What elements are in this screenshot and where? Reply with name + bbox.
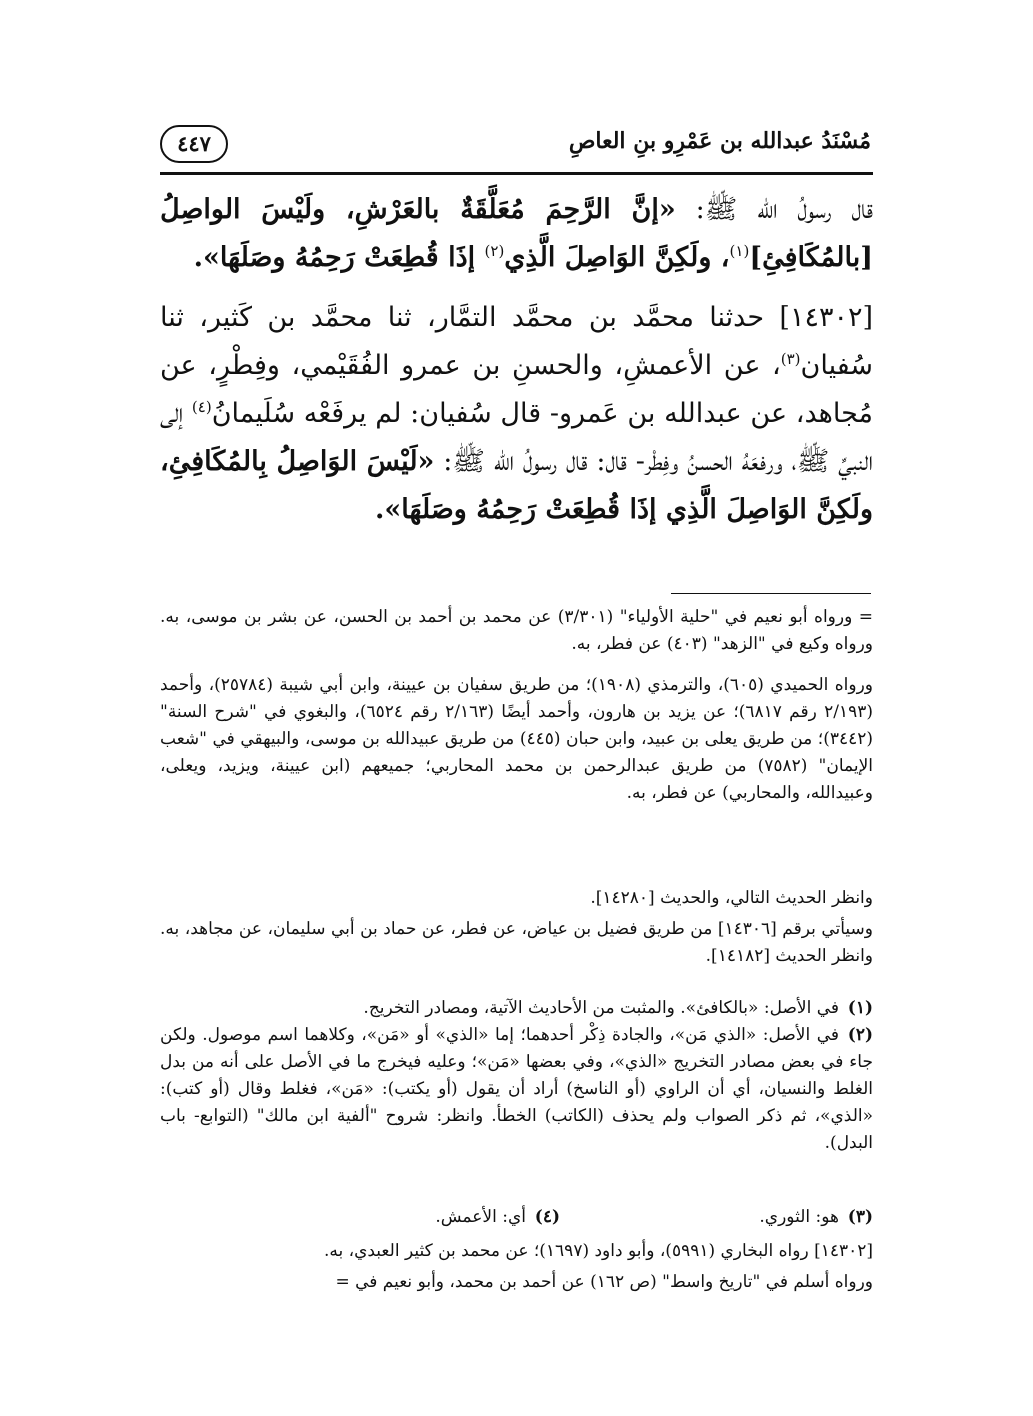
footnote-marker: (٢) (847, 1025, 873, 1045)
footnote-ref-1[interactable]: (١) (729, 242, 750, 260)
hadith-paragraph-2 (160, 294, 873, 534)
footnote-text: أي: الأعمش. (435, 1207, 526, 1227)
isnad-part-a: [١٤٣٠٢] حدثنا محمَّد بن محمَّد التمَّار، ثنا محمَّد بن كَثير، ثنا سُفيان (160, 302, 873, 381)
hadith-quote-part-c: إذَا قُطِعَتْ رَحِمُهُ وصَلَهَا». (193, 242, 485, 273)
takhrij-14302-line-2: ورواه أسلم في "تاريخ واسط" (ص ١٦٢) عن أحمد بن محمد، وأبو نعيم في = (335, 1272, 873, 1292)
footnote-text: هو: الثوري. (759, 1207, 839, 1227)
isnad-part-c: إلى النبيِّ ﷺ، ورفعَهُ الحسنُ وفِطْر- قال: قال رسولُ الله ﷺ: (160, 398, 873, 477)
hadith-quote-part-b: ، ولَكِنَّ الوَاصِلَ الَّذِي (504, 242, 730, 273)
footnote-continuation-1: = ورواه أبو نعيم في "حلية الأولياء" (٣/٣٠١) عن محمد بن أحمد بن الحسن، عن بشر بن موسى، به. ورواه وكيع في "الزهد" (٤٠٣) عن فطر، به. (160, 607, 873, 654)
isnad-part-b: ، عن الأعمشِ، والحسنِ بن عمرو الفُقَيْمي، وفِطْرٍ، عن مُجاهد، عن عبدالله بن عَمرو- قال سُفيان: لم يرفَعْه سُلَيمانُ (160, 350, 873, 429)
takhrij-14302-line-1: [١٤٣٠٢] رواه البخاري (٥٩٩١)، وأبو داود (١٦٩٧)؛ عن محمد بن كثير العبدي، به. (323, 1241, 873, 1261)
narration-intro: قال رسولُ الله ﷺ: (675, 194, 874, 225)
footnote-1 (160, 995, 873, 1022)
footnote-ref-2[interactable]: (٢) (484, 242, 505, 260)
footnote-marker: (٣) (847, 1207, 873, 1227)
hadith-quote-part-a: «إنَّ الرَّحِمَ مُعَلَّقَةٌ بالعَرْشِ، ولَيْسَ الواصِلُ [بالمُكَافِئِ] (160, 194, 873, 273)
footnote-text: في الأصل: «الذي مَن»، والجادة ذِكْر أحدهما؛ إما «الذي» أو «مَن»، وكلاهما اسم موصول. ولكن جاء في بعض مصادر التخريج «الذي»، وفي بعضها «مَن»؛ وعليه فيخرج ما في الأصل على أنه من بدل الغلط والنسيان، أي أن الراوي (أو الناسخ) أراد أن يقول (أو يكتب): «مَن»، فغلط وقال (أو كتب): «الذي»، ثم ذكر الصواب ولم يحذف (الكاتب) الخطأ. وانظر: شروح "ألفية ابن مالك" (التوابع- باب البدل). (160, 1025, 873, 1153)
footnote-continuation-2: ورواه الحميدي (٦٠٥)، والترمذي (١٩٠٨)؛ من طريق سفيان بن عيينة، وابن أبي شيبة (٢٥٧٨٤)، وأحمد (٢/١٩٣ رقم ٦٨١٧)؛ عن يزيد بن هارون، وأحمد أيضًا (٢/١٦٣ رقم ٦٥٢٤)، والبغوي في "شرح السنة" (٣٤٤٢)؛ من طريق يعلى بن عبيد، وابن حبان (٤٤٥) من طريق عبيدالله بن موسى، والبيهقي في "شعب الإيمان" (٧٥٨٢) من طريق عبدالرحمن بن محمد المحاربي؛ جميعهم (ابن عيينة، ويزيد، ويعلى، وعبيدالله، والمحاربي) عن فطر، به. (160, 675, 874, 803)
footnote-text: في الأصل: «بالكافئ». والمثبت من الأحاديث الآتية، ومصادر التخريج. (363, 998, 839, 1018)
main-text (160, 186, 873, 534)
hadith-quote: «لَيْسَ الوَاصِلُ بِالمُكَافِئِ، ولَكِنَّ الوَاصِلَ الَّذِي إذَا قُطِعَتْ رَحِمُهُ وصَلَهَا». (160, 446, 873, 525)
page-header-title: مُسْنَدُ عبدالله بن عَمْرِو بنِ العاصِ (568, 128, 871, 154)
footnote-ref-3[interactable]: (٣) (780, 350, 801, 368)
footnote-marker: (٤) (534, 1207, 560, 1227)
footnote-divider (671, 593, 871, 594)
footnote-3 (593, 1204, 873, 1231)
header-divider (160, 172, 873, 175)
footnote-marker: (١) (847, 998, 873, 1018)
hadith-paragraph-1 (160, 186, 873, 282)
footnote-4 (320, 1204, 560, 1231)
footnote-continuation-3: وانظر الحديث التالي، والحديث [١٤٢٨٠]. (590, 888, 873, 908)
footnote-ref-4[interactable]: (٤) (191, 398, 212, 416)
footnote-2 (160, 1022, 873, 1157)
page-number: ٤٤٧ (160, 125, 228, 163)
footnote-continuation-4: وسيأتي برقم [١٤٣٠٦] من طريق فضيل بن عياض، عن فطر، عن حماد بن أبي سليمان، عن مجاهد، به. وانظر الحديث [١٤١٨٢]. (160, 919, 873, 966)
